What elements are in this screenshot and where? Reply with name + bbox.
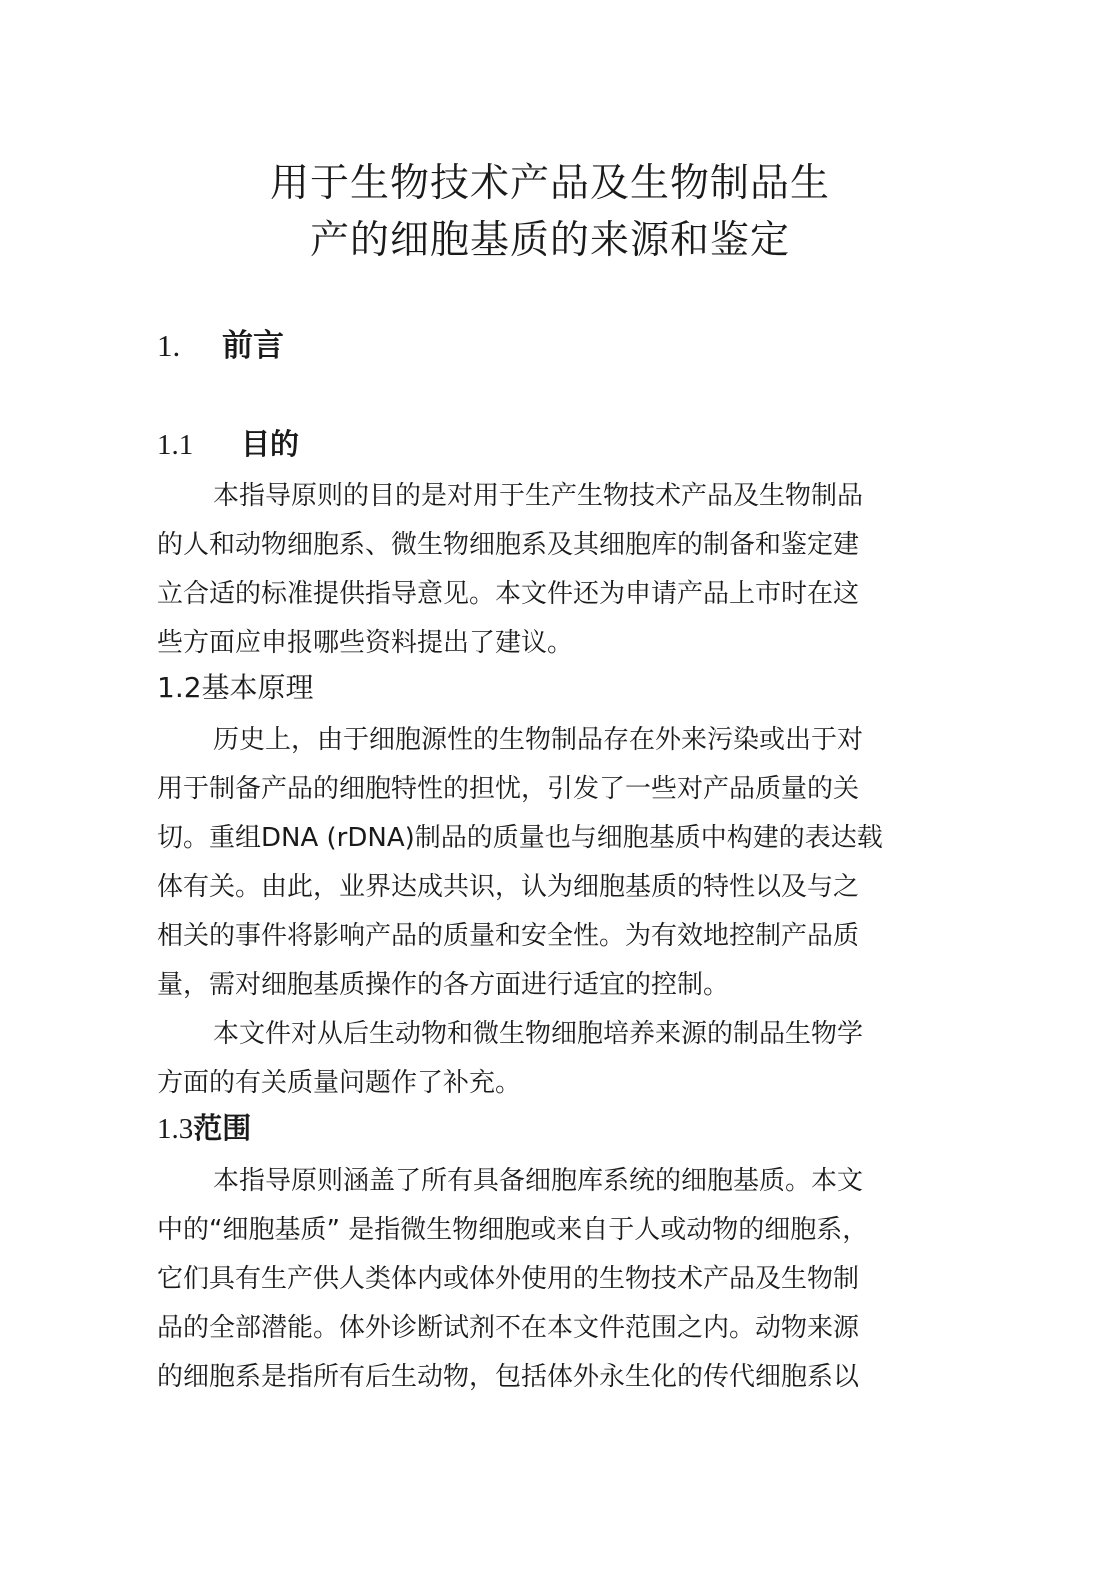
subsection-number: 1.3 — [157, 1113, 194, 1145]
text-line: 的细胞系是指所有后生动物，包括体外永生化的传代细胞系以 — [157, 1362, 860, 1392]
section-number: 1. — [157, 328, 181, 363]
paragraph-rationale-2 — [157, 1010, 929, 1108]
text-line: 品的全部潜能。体外诊断试剂不在本文件范围之内。动物来源 — [157, 1313, 860, 1343]
subsection-heading-1-3 — [157, 1108, 251, 1149]
section-heading-1 — [157, 326, 284, 366]
text-line: 用于制备产品的细胞特性的担忧，引发了一些对产品质量的关 — [157, 774, 860, 804]
document-title-line-2: 产的细胞基质的来源和鉴定 — [309, 218, 790, 263]
paragraph-rationale-1 — [157, 716, 929, 1010]
text-line: 本文件对从后生动物和微生物细胞培养来源的制品生物学 — [213, 1019, 864, 1049]
text-line: 方面的有关质量问题作了补充。 — [157, 1068, 522, 1098]
subsection-label: 范围 — [193, 1111, 252, 1145]
section-label: 前言 — [222, 328, 284, 364]
subsection-heading-1-2: 1.2基本原理 — [157, 671, 314, 704]
text-line: 本指导原则涵盖了所有具备细胞库系统的细胞基质。本文 — [213, 1166, 864, 1196]
text-line: 中的“细胞基质” 是指微生物细胞或来自于人或动物的细胞系， — [157, 1215, 869, 1245]
subsection-label: 目的 — [241, 427, 300, 461]
subsection-heading-1-1 — [157, 424, 299, 465]
text-line: 它们具有生产供人类体内或体外使用的生物技术产品及生物制 — [157, 1264, 860, 1294]
text-line: 体有关。由此，业界达成共识，认为细胞基质的特性以及与之 — [157, 872, 860, 902]
text-line: 本指导原则的目的是对用于生产生物技术产品及生物制品 — [213, 481, 864, 511]
text-line: 立合适的标准提供指导意见。本文件还为申请产品上市时在这 — [157, 579, 860, 609]
text-line: 量，需对细胞基质操作的各方面进行适宜的控制。 — [157, 970, 730, 1000]
paragraph-scope — [157, 1157, 929, 1402]
text-line: 的人和动物细胞系、微生物细胞系及其细胞库的制备和鉴定建 — [157, 530, 860, 560]
document-title-line-1: 用于生物技术产品及生物制品生 — [269, 161, 830, 206]
text-line: 切。重组DNA (rDNA)制品的质量也与细胞基质中构建的表达载 — [157, 823, 883, 853]
text-line: 相关的事件将影响产品的质量和安全性。为有效地控制产品质 — [157, 921, 860, 951]
paragraph-purpose — [157, 472, 929, 668]
text-line: 些方面应申报哪些资料提出了建议。 — [157, 628, 574, 658]
subsection-number: 1.1 — [157, 429, 194, 461]
text-line: 历史上，由于细胞源性的生物制品存在外来污染或出于对 — [213, 725, 864, 755]
